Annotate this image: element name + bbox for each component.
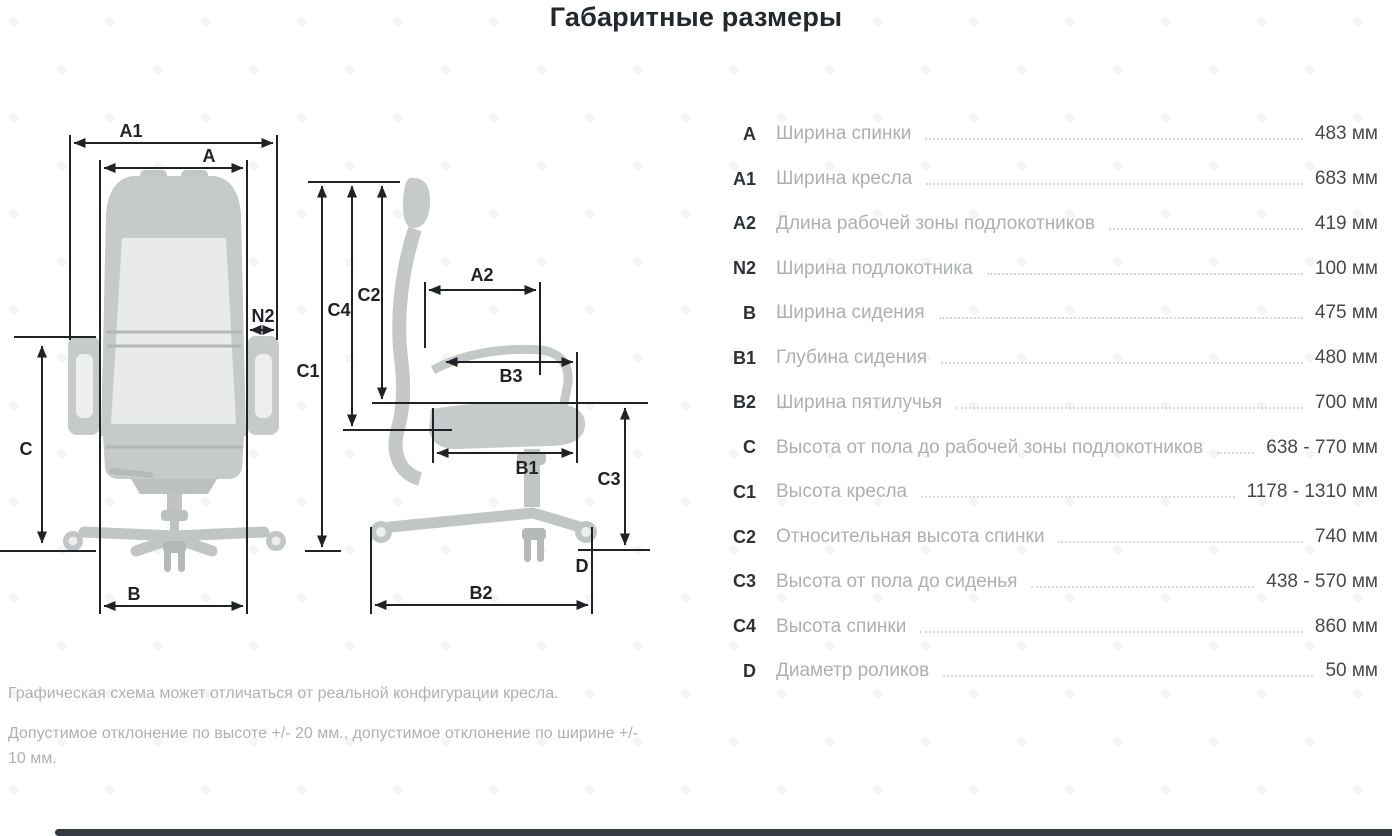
dimension-label: Высота спинки <box>776 615 907 637</box>
dimension-code: A2 <box>732 213 756 234</box>
dimension-row-c <box>712 425 1378 470</box>
dimension-code: C3 <box>732 571 756 592</box>
dimension-label: Диаметр роликов <box>776 660 930 682</box>
diagram-disclaimer-note: Графическая схема может отличаться от реальной конфигурации кресла. <box>8 685 559 702</box>
dim-label-c4: C4 <box>327 300 351 320</box>
dim-label-c1: C1 <box>296 361 320 381</box>
dimension-value: 438 - 570 мм <box>1266 570 1378 592</box>
dim-label-c: C <box>19 439 33 459</box>
dimension-label: Ширина спинки <box>776 123 912 145</box>
dimension-row-a1 <box>712 157 1378 202</box>
dimension-code: C <box>743 437 756 458</box>
dimension-row-c3 <box>712 560 1378 605</box>
page-title: Габаритные размеры <box>549 2 843 32</box>
dim-label-b: B <box>127 584 141 604</box>
dim-label-n2: N2 <box>251 306 275 326</box>
dim-label-c3: C3 <box>597 469 621 489</box>
leader-line <box>925 138 1303 140</box>
dimension-row-c1 <box>712 470 1378 515</box>
dimension-code: N2 <box>732 258 756 279</box>
dimension-value: 480 мм <box>1314 347 1378 369</box>
dimension-row-b1 <box>712 336 1378 381</box>
leader-line <box>1217 452 1254 454</box>
leader-line <box>920 631 1303 633</box>
leader-line <box>1058 541 1302 543</box>
dimension-code: A1 <box>732 168 756 189</box>
dimension-row-c4 <box>712 604 1378 649</box>
side-view-dimension-lines <box>296 182 650 614</box>
leader-line <box>987 273 1303 275</box>
dim-label-a2: A2 <box>470 265 494 285</box>
dimension-value: 740 мм <box>1314 526 1378 548</box>
dimension-label: Глубина сидения <box>776 347 928 369</box>
dim-label-a: A <box>202 146 216 166</box>
dimension-value: 700 мм <box>1314 391 1378 413</box>
dimension-value: 860 мм <box>1314 615 1378 637</box>
dimension-code: B <box>743 302 756 323</box>
leader-line <box>939 317 1303 319</box>
dimension-label: Высота кресла <box>776 481 908 503</box>
dimension-row-n2 <box>712 246 1378 291</box>
tolerance-note: Допустимое отклонение по высоте +/- 20 мм., допустимое отклонение по ширине +/- 10 мм. <box>8 725 639 767</box>
dim-label-b1: B1 <box>515 458 539 478</box>
dimension-value: 419 мм <box>1314 212 1378 234</box>
dimension-row-d <box>712 649 1378 694</box>
dimensions-list <box>712 112 1378 694</box>
dimension-code: C1 <box>732 481 756 502</box>
leader-line <box>921 496 1234 498</box>
dim-label-a1: A1 <box>119 121 143 141</box>
dimension-label: Ширина кресла <box>776 168 913 190</box>
dimension-label: Ширина сидения <box>776 302 925 324</box>
leader-line <box>943 675 1313 677</box>
dimension-value: 475 мм <box>1314 302 1378 324</box>
dimension-label: Высота от пола до сиденья <box>776 570 1018 592</box>
dim-label-b3: B3 <box>499 366 523 386</box>
dimension-value: 638 - 770 мм <box>1266 436 1378 458</box>
horizontal-scrollbar-thumb[interactable] <box>55 829 1392 836</box>
dimension-row-c2 <box>712 515 1378 560</box>
dimension-code: A <box>743 123 756 144</box>
dimension-label: Относительная высота спинки <box>776 526 1045 548</box>
dimension-value: 483 мм <box>1314 123 1378 145</box>
dimension-code: B2 <box>732 392 756 413</box>
dimension-label: Высота от пола до рабочей зоны подлокотников <box>776 436 1204 458</box>
leader-line <box>956 407 1303 409</box>
leader-line <box>941 362 1303 364</box>
dimension-code: B1 <box>732 347 756 368</box>
dimension-code: D <box>743 660 756 681</box>
leader-line <box>1109 228 1303 230</box>
dimension-row-b <box>712 291 1378 336</box>
leader-line <box>1031 586 1254 588</box>
dimension-label: Длина рабочей зоны подлокотников <box>776 212 1095 234</box>
dimension-value: 50 мм <box>1325 660 1378 682</box>
dimension-row-a <box>712 112 1378 157</box>
dimension-value: 683 мм <box>1314 168 1378 190</box>
dimension-label: Ширина подлокотника <box>776 257 973 279</box>
dim-label-b2: B2 <box>469 583 493 603</box>
dimension-code: C4 <box>732 616 756 637</box>
dimension-code: C2 <box>732 526 756 547</box>
dim-label-d: D <box>575 556 589 576</box>
dimension-value: 100 мм <box>1314 257 1378 279</box>
dimension-row-a2 <box>712 202 1378 247</box>
dimension-label: Ширина пятилучья <box>776 391 943 413</box>
dim-label-c2: C2 <box>357 285 381 305</box>
chair-side-view <box>370 178 597 562</box>
leader-line <box>926 183 1303 185</box>
chair-front-view <box>63 170 286 572</box>
chair-dimensions-diagram <box>0 0 680 650</box>
dimension-value: 1178 - 1310 мм <box>1246 481 1378 503</box>
dimension-row-b2 <box>712 381 1378 426</box>
